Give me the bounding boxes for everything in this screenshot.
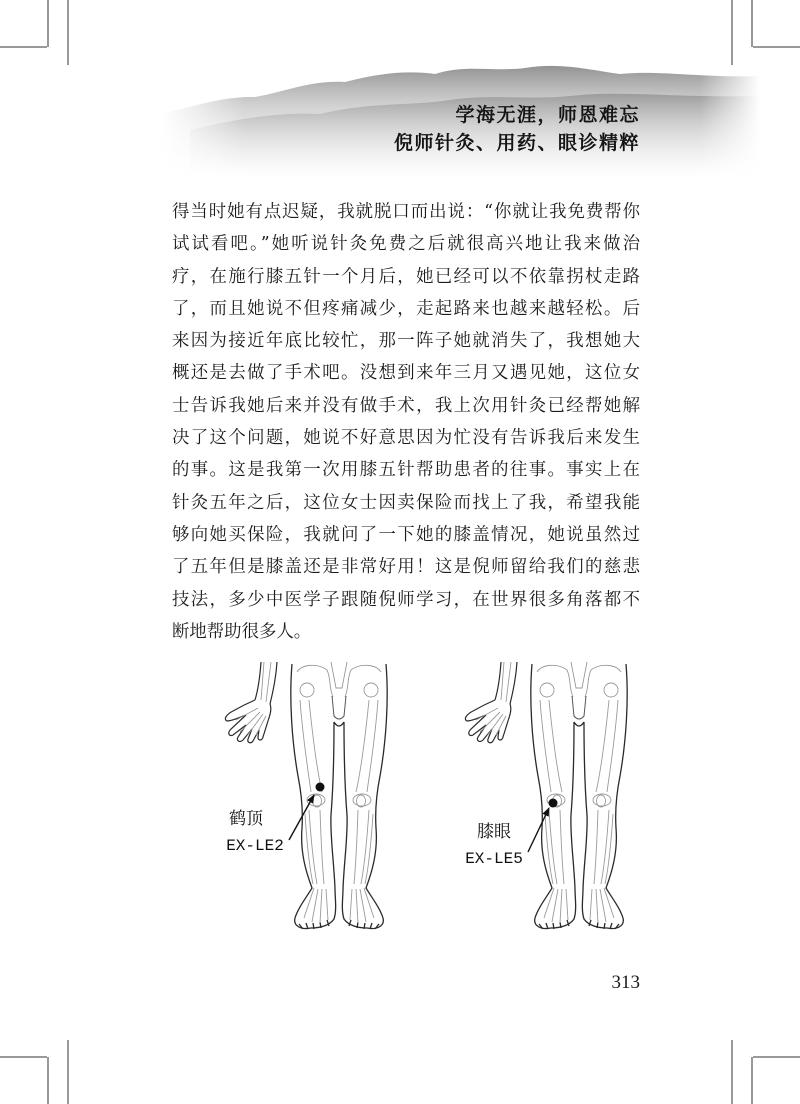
running-header <box>394 101 640 157</box>
header-title-line-1: 学海无涯，师恩难忘 <box>455 104 640 126</box>
right-legs-illustration <box>465 662 627 929</box>
heding-point-marker <box>316 783 325 792</box>
text-line: 士告诉我她后来并没有做手术，我上次用针灸已经帮她解 <box>172 395 640 416</box>
heding-label: 鹤顶 <box>229 809 263 829</box>
text-line: 断地帮助很多人。 <box>172 621 312 642</box>
heding-code: EX-LE2 <box>226 837 284 855</box>
text-line: 了，而且她说不但疼痛减少，走起路来也越来越轻松。后 <box>172 298 640 319</box>
text-line: 概还是去做了手术吧。没想到来年三月又遇见她，这位女 <box>172 363 640 384</box>
xiyan-point-marker <box>549 799 558 808</box>
text-line: 决了这个问题，她说不好意思因为忙没有告诉我后来发生 <box>172 428 640 449</box>
text-line: 够向她买保险，我就问了一下她的膝盖情况，她说虽然过 <box>172 524 640 545</box>
body-text <box>172 196 640 648</box>
text-line: 的事。这是我第一次用膝五针帮助患者的往事。事实上在 <box>172 460 640 481</box>
xiyan-label: 膝眼 <box>477 822 511 842</box>
text-line: 得当时她有点迟疑，我就脱口而出说：“你就让我免费帮你 <box>172 202 640 222</box>
header-title-line-2: 倪师针灸、用药、眼诊精粹 <box>393 132 640 154</box>
acupoint-figure <box>200 655 660 940</box>
xiyan-code: EX-LE5 <box>465 850 523 868</box>
text-line: 技法，多少中医学子跟随倪师学习，在世界很多角落都不 <box>172 589 640 610</box>
text-line: 疗，在施行膝五针一个月后，她已经可以不依靠拐杖走路 <box>172 266 640 287</box>
page-number: 313 <box>611 972 640 993</box>
text-line: 针灸五年之后，这位女士因卖保险而找上了我，希望我能 <box>172 492 640 513</box>
text-line: 试试看吧。”她听说针灸免费之后就很高兴地让我来做治 <box>172 234 640 255</box>
text-line: 了五年但是膝盖还是非常好用！这是倪师留给我们的慈悲 <box>172 557 640 578</box>
text-line: 来因为接近年底比较忙，那一阵子她就消失了，我想她大 <box>172 331 640 352</box>
left-legs-illustration <box>225 662 387 929</box>
